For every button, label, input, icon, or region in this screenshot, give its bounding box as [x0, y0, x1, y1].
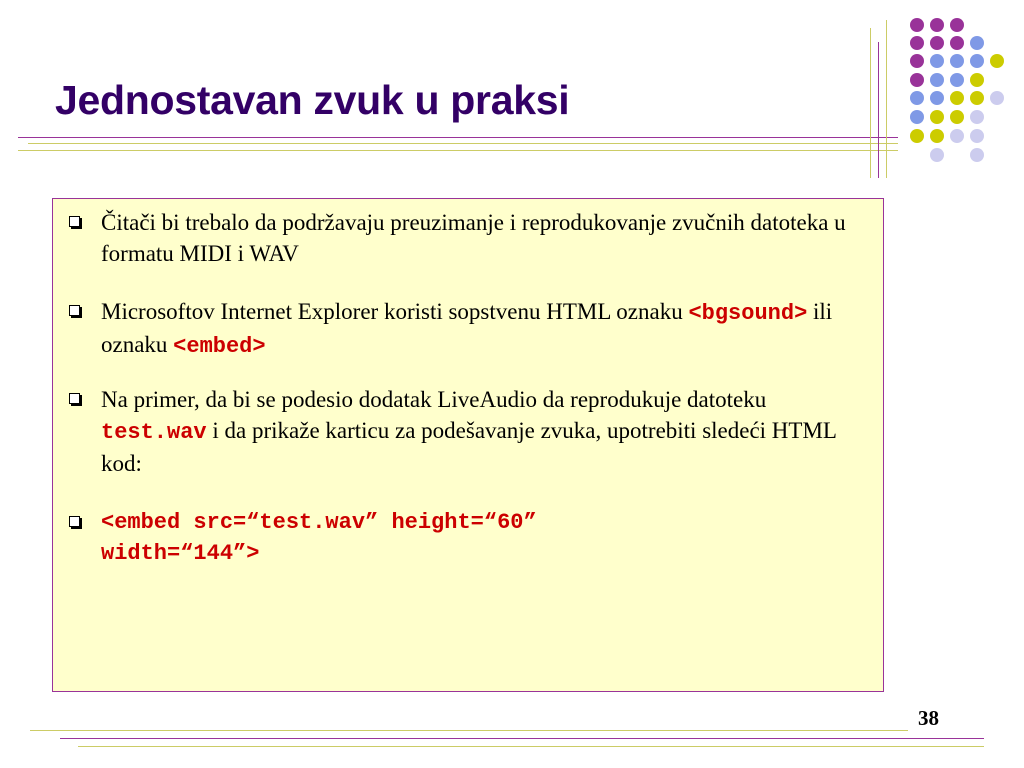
dot	[910, 73, 924, 87]
dot	[910, 91, 924, 105]
dot	[990, 54, 1004, 68]
dot	[950, 91, 964, 105]
dot	[950, 73, 964, 87]
bullet-text	[101, 507, 869, 569]
header-vertical-rule-2	[878, 42, 879, 178]
dot	[950, 110, 964, 124]
title-rule-purple	[18, 137, 898, 138]
dot	[930, 110, 944, 124]
dot	[970, 36, 984, 50]
slide-title: Jednostavan zvuk u praksi	[55, 77, 570, 123]
dot	[970, 73, 984, 87]
square-bullet-icon	[69, 305, 80, 316]
bullet-text-part: i da prikaže karticu za podešavanje zvuka, upotrebiti sledeći HTML kod:	[101, 418, 837, 476]
dot	[950, 54, 964, 68]
dot	[970, 129, 984, 143]
dot	[950, 36, 964, 50]
dot	[970, 148, 984, 162]
dot	[930, 54, 944, 68]
dot	[930, 18, 944, 32]
dot	[930, 129, 944, 143]
bullet-text-part: Microsoftov Internet Explorer koristi sopstvenu HTML oznaku	[101, 299, 689, 324]
footer-rule-1	[30, 730, 908, 731]
dot	[910, 54, 924, 68]
dot	[910, 36, 924, 50]
content-box	[52, 198, 884, 692]
dot	[910, 18, 924, 32]
square-bullet-icon	[69, 216, 80, 227]
dot	[910, 129, 924, 143]
bullet-item	[69, 507, 869, 569]
bullet-item	[69, 207, 869, 269]
code-line: width=“144”>	[101, 541, 260, 566]
dot	[910, 110, 924, 124]
dot	[970, 91, 984, 105]
dot	[950, 18, 964, 32]
dot	[930, 91, 944, 105]
bullet-item	[69, 296, 869, 362]
dot	[950, 129, 964, 143]
dot	[970, 54, 984, 68]
dot	[990, 91, 1004, 105]
dot	[930, 148, 944, 162]
bullet-text	[101, 384, 869, 479]
code-line: <embed src=“test.wav” height=“60”	[101, 510, 537, 535]
footer-rule-2	[60, 738, 984, 739]
code-snippet: <bgsound>	[688, 301, 808, 326]
dot	[970, 110, 984, 124]
header-vertical-rule-3	[886, 20, 887, 178]
square-bullet-icon	[69, 516, 80, 527]
dot	[930, 36, 944, 50]
bullet-text	[101, 296, 869, 362]
bullet-text: Čitači bi trebalo da podržavaju preuzimanje i reprodukovanje zvučnih datoteka u formatu MIDI i WAV	[101, 210, 846, 266]
header-vertical-rule-1	[870, 28, 871, 178]
title-rule-yellow-2	[18, 150, 898, 151]
bullet-text-part: Na primer, da bi se podesio dodatak LiveAudio da reprodukuje datoteku	[101, 387, 767, 412]
footer-rule-3	[78, 746, 984, 747]
code-snippet: <embed>	[173, 334, 266, 359]
title-rule-yellow-1	[28, 143, 898, 144]
bullet-text-part: ili oznaku	[101, 299, 833, 357]
page-number: 38	[918, 706, 939, 730]
bullet-item	[69, 384, 869, 479]
dot	[930, 73, 944, 87]
code-snippet: test.wav	[101, 420, 207, 445]
square-bullet-icon	[69, 393, 80, 404]
